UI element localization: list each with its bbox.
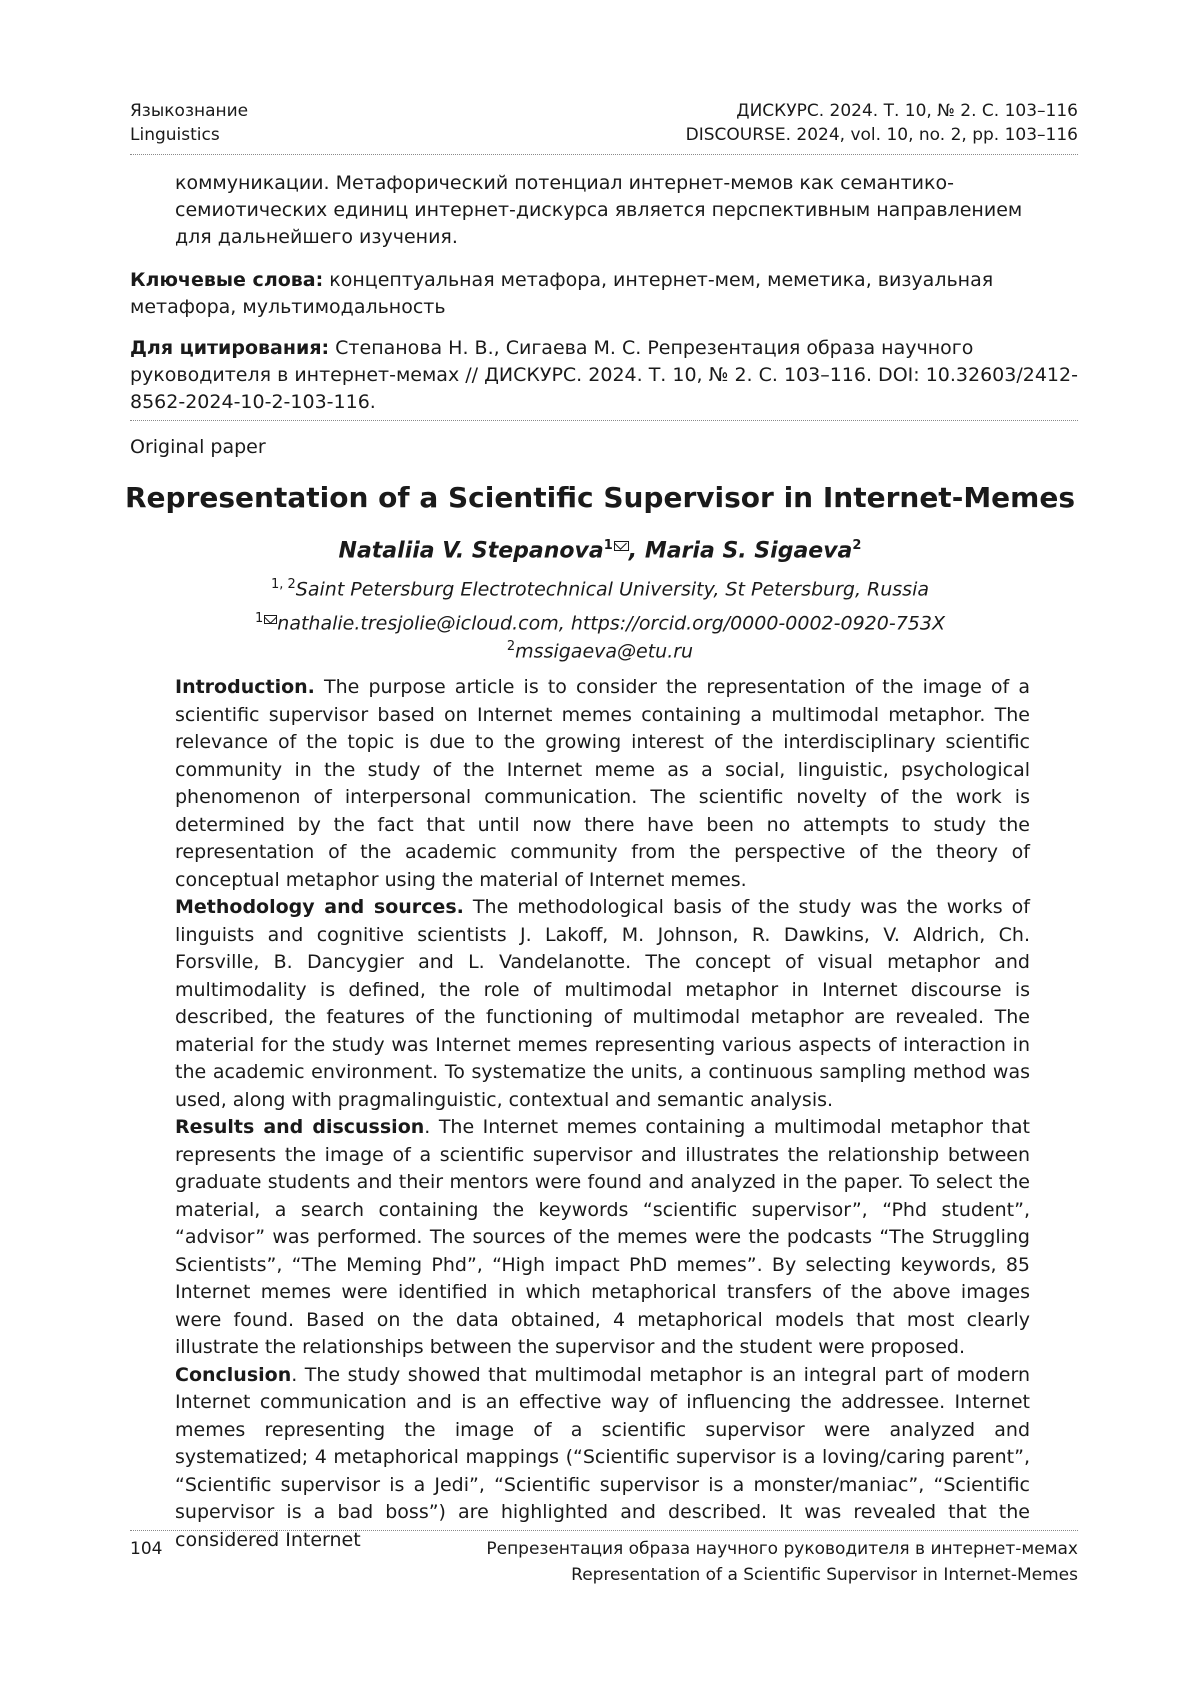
author-1-sup: 1 [603, 538, 613, 553]
affiliation-text: Saint Petersburg Electrotechnical University, St Petersburg, Russia [295, 578, 929, 601]
section-name-en: Linguistics [130, 125, 220, 145]
header-divider [130, 154, 1078, 155]
footer-title-en: Representation of a Scientific Supervisor in Internet-Memes [571, 1565, 1078, 1585]
journal-ref-en: DISCOURSE. 2024, vol. 10, no. 2, pp. 103–116 [685, 125, 1078, 145]
author-2-sup: 2 [852, 538, 862, 553]
running-header-right [686, 99, 1078, 147]
keywords-label: Ключевые слова: [130, 269, 324, 291]
author-1: Nataliia V. Stepanova [338, 538, 604, 564]
intro-text: The purpose article is to consider the representation of the image of a scientific supervisor based on Internet memes containing a multimodal metaphor. The relevance of the topic is due to the growing interest of the interdisciplinary scientific community in the study of the Internet meme as a social, linguistic, psychological phenomenon of interpersonal communication. The scientific novelty of the work is determined by the fact that until now there have been no attempts to study the representation of the academic community from the perspective of the theory of conceptual metaphor using the material of Internet memes. [175, 676, 1030, 891]
contact-1-sup: 1 [255, 611, 264, 626]
running-header-left [130, 99, 248, 147]
envelope-icon [264, 615, 277, 624]
contact-1-text: nathalie.tresjolie@icloud.com, https://orcid.org/0000-0002-0920-753X [277, 612, 945, 635]
results-label: Results and discussion [175, 1116, 425, 1138]
keywords [130, 267, 1080, 321]
contact-2-sup: 2 [506, 639, 516, 654]
author-2: Maria S. Sigaeva [644, 538, 853, 564]
authors [0, 530, 1200, 567]
intro-label: Introduction. [175, 676, 315, 698]
paper-title: Representation of a Scientific Supervisor in Internet-Memes [124, 481, 1076, 514]
method-text: The methodological basis of the study was the works of linguists and cognitive scientists J. Lakoff, M. Johnson, R. Dawkins, V. Aldrich, Ch. Forsville, B. Dancygier and L. Vandelanotte. The concept of visual metaphor and multimodality is defined, the role of multimodal metaphor in Internet discourse is described, the features of the functioning of multimodal metaphor are revealed. The material for the study was Internet memes representing various aspects of interaction in the academic environment. To systematize the units, a continuous sampling method was used, along with pragmalinguistic, contextual and semantic analysis. [175, 896, 1030, 1111]
abstract [175, 674, 1030, 1554]
footer-divider [130, 1530, 1078, 1531]
citation-divider [130, 420, 1078, 421]
paper-type: Original paper [130, 436, 266, 458]
contact-2-text: mssigaeva@etu.ru [515, 640, 694, 663]
citation-label: Для цитирования: [130, 337, 330, 359]
citation [130, 335, 1080, 416]
abstract-methodology [175, 894, 1030, 1114]
footer-title-ru: Репрезентация образа научного руководителя в интернет-мемах [486, 1539, 1078, 1559]
page-number: 104 [130, 1539, 163, 1559]
abstract-conclusion [175, 1362, 1030, 1555]
contact-line-2 [0, 634, 1200, 664]
running-footer [486, 1536, 1078, 1588]
keywords-text: концептуальная метафора, интернет-мем, меметика, визуальная метафора, мультимодальность [130, 269, 994, 318]
affiliation [0, 572, 1200, 602]
method-label: Methodology and sources. [175, 896, 464, 918]
affiliation-sup: 1, 2 [270, 577, 296, 592]
conclusion-label: Conclusion [175, 1363, 292, 1386]
results-text: . The Internet memes containing a multimodal metaphor that represents the image of a scientific supervisor and illustrates the relationship between graduate students and their mentors were found and analyzed in the paper. To select the material, a search containing the keywords “scientific supervisor”, “Phd student”, “advisor” was performed. The sources of the memes were the podcasts “The Struggling Scientists”, “The Meming Phd”, “High impact PhD memes”. By selecting keywords, 85 Internet memes were identified in which metaphorical transfers of the above images were found. Based on the data obtained, 4 metaphorical models that most clearly illustrate the relationships between the supervisor and the student were proposed. [175, 1116, 1030, 1358]
author-separator: , [628, 538, 645, 564]
journal-ref-ru: ДИСКУРС. 2024. Т. 10, № 2. С. 103–116 [736, 101, 1078, 121]
envelope-icon [614, 541, 629, 551]
ru-abstract-tail: коммуникации. Метафорический потенциал интернет-мемов как семантико-семиотических единиц интернет-дискурса является перспективным направлением для дальнейшего изучения. [175, 172, 1023, 248]
citation-text: Степанова Н. В., Сигаева М. С. Репрезентация образа научного руководителя в интернет-мемах // ДИСКУРС. 2024. Т. 10, № 2. С. 103–116. DOI: 10.32603/2412-8562-2024-10-2-103-116. [130, 337, 1078, 413]
conclusion-text: . The study showed that multimodal metaphor is an integral part of modern Internet communication and is an effective way of influencing the addressee. Internet memes representing the image of a scientific supervisor were analyzed and systematized; 4 metaphorical mappings (“Scientific supervisor is a loving/caring parent”, “Scientific supervisor is a Jedi”, “Scientific supervisor is a monster/maniac”, “Scientific supervisor is a bad boss”) are highlighted and described. It was revealed that the considered Internet [175, 1363, 1030, 1551]
abstract-results [175, 1114, 1030, 1362]
abstract-introduction [175, 674, 1030, 894]
contact-line-1 [0, 606, 1200, 636]
section-name-ru: Языкознание [130, 101, 249, 121]
